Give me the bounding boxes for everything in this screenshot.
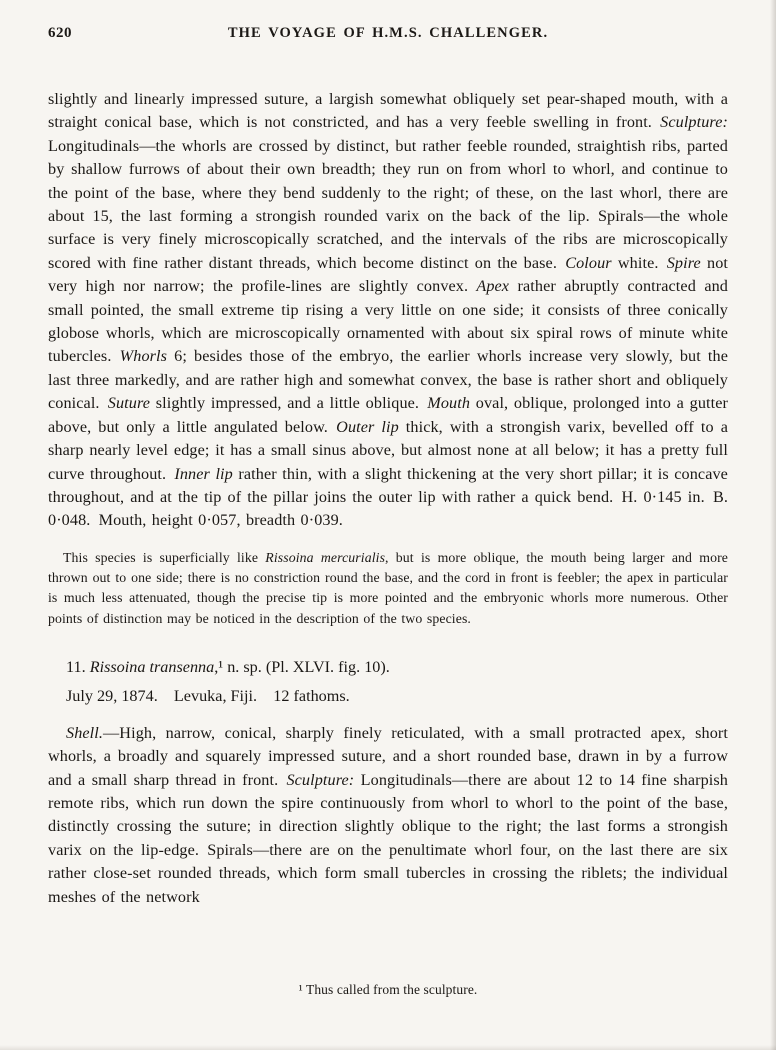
italic-text-run: Shell. — [66, 723, 104, 742]
text-run: slightly and linearly impressed suture, a largish somewhat obliquely set pear-shaped mouth, with a straight conical base, which is not constricted, and has a very feeble swelling in front. — [48, 90, 728, 132]
running-title: THE VOYAGE OF H.M.S. CHALLENGER. — [227, 25, 549, 41]
italic-text-run: Whorls — [119, 347, 168, 366]
text-run: rather abruptly contracted and small pointed, the small extreme tip rising a very little on one side; it consists of three conically globose whorls, which are microscopically ornamented with about six spiral rows of minute white tubercles. — [48, 277, 728, 366]
page-header — [48, 24, 728, 44]
text-run: white. — [611, 253, 667, 272]
text-run: —High, narrow, conical, sharply finely reticulated, with a small protracted apex, short whorls, a broadly and squarely impressed suture, and a short rounded base, drawn in by a furrow and a small sharp thread in front. — [48, 723, 728, 789]
text-run: not very high nor narrow; the profile-lines are slightly convex. — [48, 253, 728, 296]
italic-text-run: Apex — [476, 277, 510, 296]
text-run: slightly impressed, and a little oblique. — [150, 394, 428, 413]
italic-text-run: Suture — [107, 394, 151, 413]
italic-text-run: Spire — [666, 253, 701, 272]
footnote: ¹ Thus called from the sculpture. — [298, 982, 478, 997]
main-text-block — [48, 88, 728, 909]
locality-line: July 29, 1874. Levuka, Fiji. 12 fathoms. — [66, 687, 350, 706]
italic-text-run: Outer lip — [336, 417, 399, 436]
italic-text-run: Mouth — [427, 394, 471, 413]
text-run: Longitudinals—the whorls are crossed by distinct, but rather feeble rounded, straightish ribs, parted by shallow furrows of about their own breadth; they run on from whorl to whorl, and continue to the point of the base, where they bend suddenly to the right; of these, on the last whorl, there are about 15, the last forming a strongish rounded varix on the back of the lip. Spirals—the whole surface is very finely microscopically scratched, and the intervals of the ribs are microscopically scored with fine rather distant threads, which become distinct on the base. — [48, 136, 728, 272]
text-run: , but is more oblique, the mouth being larger and more thrown out to one side; there is no constriction round the base, and the cord in front is feebler; the apex in particular is much less attenuated, though the precise tip is more pointed and the embryonic whorls more numerous. Other points of distinction may be noticed in the description of the two species. — [48, 549, 728, 626]
italic-text-run: Sculpture: — [660, 113, 728, 132]
text-run: rather thin, with a slight thickening at the very short pillar; it is concave throughout, and at the tip of the pillar joins the outer lip with rather a quick bend. H. 0·145 in. B. 0·048. Mouth, height 0·057, breadth 0·039. — [48, 464, 728, 530]
italic-text-run: Colour — [565, 253, 612, 272]
text-run: Longitudinals—there are about 12 to 14 fine sharpish remote ribs, which run down the spire continuously from whorl to whorl to the point of the base, distinctly crossing the suture; in direction slightly oblique to the right; the last forms a strongish varix on the lip-edge. Spirals—there are on the penultimate whorl four, on the last there are six rather close-set rounded threads, which form small tubercles in crossing the riblets; the individual meshes of the network — [48, 770, 728, 906]
italic-text-run: Rissoina transenna — [89, 657, 215, 676]
text-run: This species is superficially like — [63, 549, 266, 565]
paragraph-species-description — [48, 88, 728, 533]
paragraph-comparison-note — [48, 548, 728, 629]
text-run: oval, oblique, prolonged into a gutter above, but only a little angulated below. — [48, 394, 728, 436]
text-run: 6; besides those of the embryo, the earlier whorls increase very slowly, but the last three markedly, and are rather high and somewhat convex, the base is rather short and obliquely conical. — [48, 347, 728, 413]
italic-text-run: Sculpture: — [286, 770, 355, 789]
species-heading — [48, 656, 728, 679]
italic-text-run: Inner lip — [174, 464, 233, 483]
text-run: thick, with a strongish varix, bevelled off to a sharp nearly level edge; it has a small sinus above, but almost none at all below; it has a pretty full curve throughout. — [48, 417, 728, 483]
italic-text-run: Rissoina mercurialis — [265, 549, 386, 565]
page-number: 620 — [48, 25, 72, 41]
text-run: ,¹ n. sp. (Pl. XLVI. fig. 10). — [214, 657, 390, 676]
paragraph-shell-description — [48, 722, 728, 909]
text-run: 11. — [66, 657, 90, 676]
